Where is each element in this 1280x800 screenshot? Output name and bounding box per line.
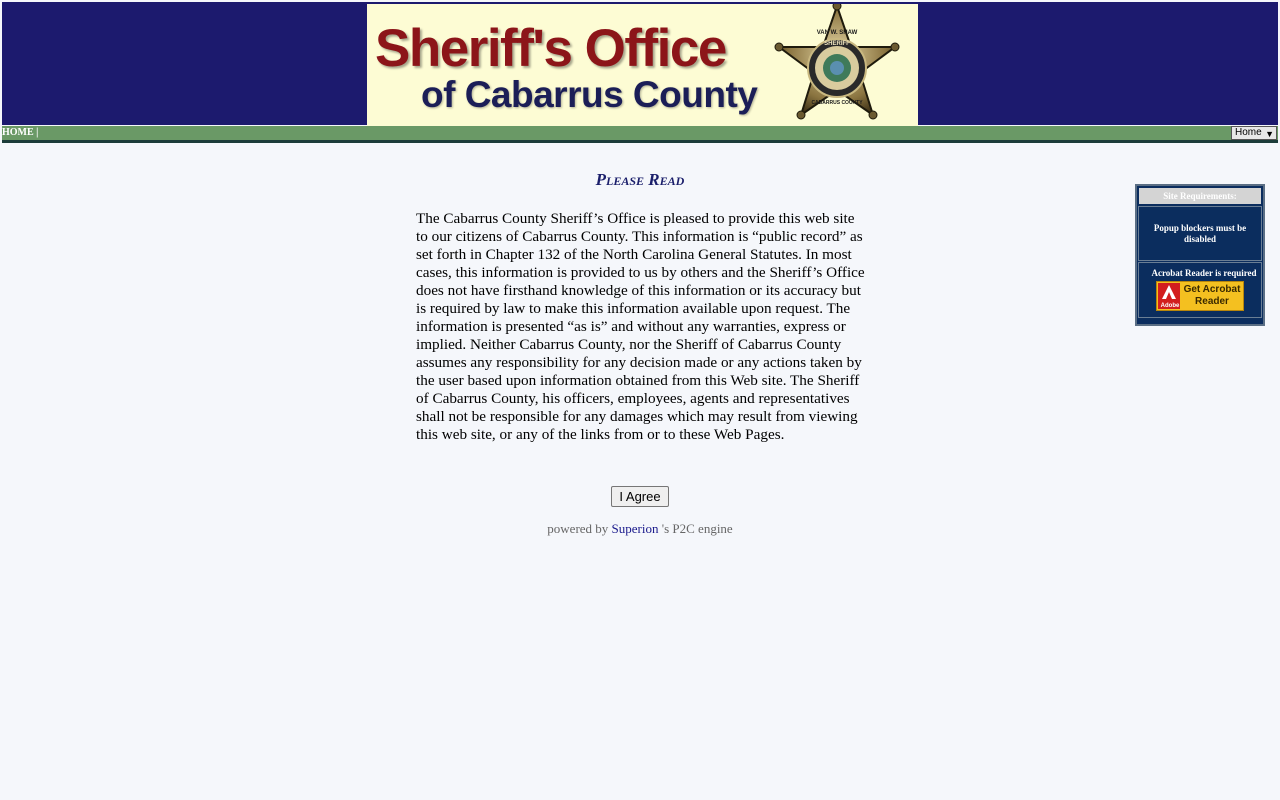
disclaimer-text: The Cabarrus County Sheriff’s Office is pleased to provide this web site to our citizens of Cabarrus County. This information is “public record” as set forth in Chapter 132 of the North Carolina General Statutes. In most cases, this information is provided to us by others and the Sheriff’s Office does not have firsthand knowledge of this information or its accuracy but is required by law to make this information available upon request. The information is presented “as is” and without any warranties, express or implied. Neither Cabarrus County, nor the Sheriff of Cabarrus County assumes any responsibility for any decision made or any actions taken by the user based upon information obtained from this Web site. The Sheriff of Cabarrus County, his officers, employees, agents and representatives shall not be responsible for any damages which may result from viewing this web site, or any of the links from or to these Web Pages.	[416, 210, 865, 443]
get-acrobat-button[interactable]	[1156, 281, 1244, 311]
nav-select-value: Home	[1235, 127, 1262, 138]
badge-name-text: VAN W. SHAW	[816, 30, 858, 36]
adobe-logo-icon	[1158, 283, 1180, 309]
powered-by	[400, 521, 880, 537]
banner-title: Sheriff's Office	[375, 19, 726, 78]
powered-prefix: powered by	[547, 521, 609, 536]
badge-county-text: CABARRUS COUNTY	[811, 100, 863, 106]
nav-home-link[interactable]: HOME |	[2, 127, 39, 138]
acrobat-requirement-text: Acrobat Reader is required	[1151, 268, 1257, 278]
popup-requirement-text: Popup blockers must be disabled	[1153, 222, 1247, 244]
badge-sheriff-text: SHERIFF	[824, 41, 850, 47]
superion-link[interactable]: Superion	[611, 521, 659, 536]
nav-select[interactable]	[1231, 126, 1277, 140]
get-acrobat-label: Get Acrobat Reader	[1183, 284, 1241, 307]
sheriff-badge-icon	[771, 4, 903, 127]
chevron-down-icon: ▼	[1265, 129, 1274, 139]
site-requirements-title: Site Requirements:	[1139, 188, 1261, 204]
adobe-brand-text: Adobe	[1160, 303, 1180, 309]
agree-button[interactable]: I Agree	[611, 486, 669, 507]
nav-bar	[2, 126, 1278, 143]
page-title: Please Read	[595, 170, 685, 189]
banner-subtitle: of Cabarrus County	[421, 74, 758, 115]
site-header	[2, 2, 1278, 125]
acrobat-requirement	[1138, 262, 1262, 318]
site-banner	[367, 4, 918, 127]
powered-suffix: 's P2C engine	[661, 521, 733, 536]
popup-requirement	[1138, 206, 1262, 261]
acrobat-swirl-icon	[1158, 283, 1180, 301]
site-requirements-panel	[1135, 184, 1265, 326]
